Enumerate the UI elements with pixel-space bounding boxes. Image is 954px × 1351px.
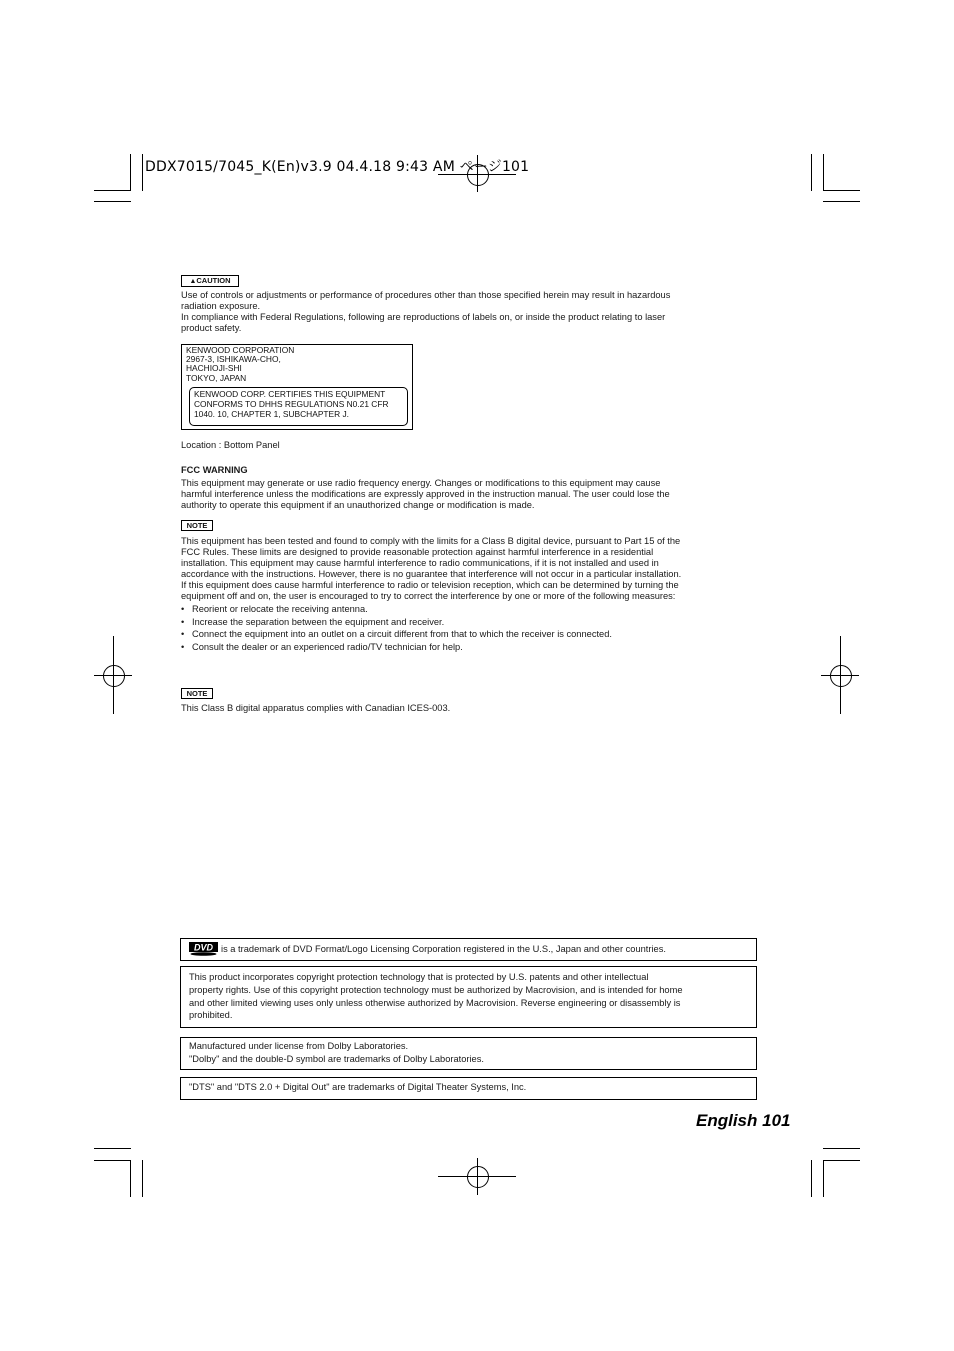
dts-box: [180, 1077, 757, 1100]
dolby-line: Manufactured under license from Dolby Laboratories.: [189, 1041, 409, 1051]
crop-mark: [94, 201, 131, 202]
caution-badge: [181, 275, 239, 287]
caution-text: [181, 290, 746, 334]
address-line: 2967-3, ISHIKAWA-CHO,: [186, 354, 281, 365]
note1-text: [181, 536, 746, 602]
page-number: English 101: [696, 1111, 791, 1130]
fcc-line: authority to operate this equipment if an unauthorized change or modification is made.: [181, 500, 535, 510]
fcc-title: FCC WARNING: [181, 465, 248, 475]
address-line: HACHIOJI-SHI: [186, 363, 242, 374]
crop-mark: [94, 1160, 131, 1161]
dvd-logo-icon: [189, 942, 218, 956]
caution-line: radiation exposure.: [181, 301, 261, 311]
dvd-logo-text: DVD: [193, 942, 214, 953]
caution-line: In compliance with Federal Regulations, following are reproductions of labels on, or inside the product relating to laser: [181, 312, 666, 322]
note1-line: installation. This equipment may cause harmful interference to radio communications, if it is not installed and used in: [181, 558, 659, 568]
list-item: • Increase the separation between the equipment and receiver.: [181, 616, 612, 629]
crop-mark: [811, 154, 812, 191]
list-item: • Consult the dealer or an experienced radio/TV technician for help.: [181, 641, 612, 654]
address-line: KENWOOD CORPORATION: [186, 345, 295, 355]
crop-mark: [823, 201, 860, 202]
crop-mark: [823, 1148, 860, 1149]
note1-line: equipment off and on, the user is encouraged to try to correct the interference by one or more of the following measures:: [181, 591, 676, 601]
note-badge: NOTE: [181, 520, 213, 531]
crop-mark: [823, 1160, 860, 1161]
note1-line: If this equipment does cause harmful interference to radio or television reception, which can be determined by turning the: [181, 580, 679, 590]
fcc-line: This equipment may generate or use radio frequency energy. Changes or modifications to this equipment may cause: [181, 478, 661, 488]
crop-mark: [94, 190, 131, 191]
note2-text: This Class B digital apparatus complies with Canadian ICES-003.: [181, 703, 451, 713]
crop-mark: [823, 1160, 824, 1197]
caution-line: Use of controls or adjustments or performance of procedures other than those specified herein may result in hazardous: [181, 290, 671, 300]
print-slug: DDX7015/7045_K(En)v3.9 04.4.18 9:43 AM ページ101: [145, 159, 530, 175]
warning-triangle-icon: ▲: [189, 278, 197, 285]
fcc-text: [181, 478, 746, 511]
fcc-line: harmful interference unless the modifications are expressly approved in the instruction manual. The user could lose the: [181, 489, 670, 499]
crop-mark: [823, 190, 860, 191]
certification-line: KENWOOD CORP. CERTIFIES THIS EQUIPMENT: [194, 389, 386, 399]
address-line: TOKYO, JAPAN: [186, 372, 247, 383]
crop-mark: [811, 1160, 812, 1197]
registration-circle: [103, 665, 125, 687]
dolby-line: "Dolby" and the double-D symbol are trademarks of Dolby Laboratories.: [189, 1053, 484, 1064]
dts-text: "DTS" and "DTS 2.0 + Digital Out" are trademarks of Digital Theater Systems, Inc.: [189, 1082, 527, 1092]
crop-mark: [142, 154, 143, 191]
list-item: • Connect the equipment into an outlet on a circuit different from that to which the receiver is connected.: [181, 628, 612, 641]
list-item: • Reorient or relocate the receiving antenna.: [181, 603, 612, 616]
registration-circle: [830, 665, 852, 687]
certification-line: 1040. 10, CHAPTER 1, SUBCHAPTER J.: [194, 409, 349, 419]
dvd-trademark-box: [180, 938, 757, 961]
crop-mark: [94, 1148, 131, 1149]
label-address: [186, 346, 294, 383]
dolby-box: [180, 1037, 757, 1070]
note1-line: This equipment has been tested and found to comply with the limits for a Class B digital device, pursuant to Part 15 of the: [181, 536, 681, 546]
registration-circle: [467, 1166, 489, 1188]
crop-mark: [130, 154, 131, 191]
macrovision-box: [180, 966, 757, 1028]
label-location: Location : Bottom Panel: [181, 440, 280, 450]
macrovision-line: prohibited.: [189, 1010, 233, 1021]
macrovision-line: property rights. Use of this copyright protection technology must be authorized by Macrovision, and is intended for home: [189, 984, 683, 995]
caution-badge-label: CAUTION: [196, 276, 231, 285]
note1-line: FCC Rules. These limits are designed to provide reasonable protection against harmful interference in a residential: [181, 547, 654, 557]
crop-mark: [142, 1160, 143, 1197]
laser-label: [181, 344, 413, 430]
macrovision-line: This product incorporates copyright protection technology that is protected by U.S. patents and other intellectual: [189, 972, 649, 982]
measures-list: [181, 603, 612, 653]
macrovision-line: and other limited viewing uses only unless otherwise authorized by Macrovision. Reverse engineering or disassembly is: [189, 997, 681, 1008]
dvd-trademark-text: is a trademark of DVD Format/Logo Licensing Corporation registered in the U.S., Japan and other countries.: [221, 944, 666, 954]
crop-mark: [823, 154, 824, 191]
certification-box: [189, 387, 408, 426]
crop-mark: [130, 1160, 131, 1197]
note1-line: accordance with the instructions. However, there is no guarantee that interference will not occur in a particular installation.: [181, 569, 682, 579]
caution-line: product safety.: [181, 323, 242, 333]
certification-line: CONFORMS TO DHHS REGULATIONS N0.21 CFR: [194, 399, 389, 409]
note-badge: NOTE: [181, 688, 213, 699]
